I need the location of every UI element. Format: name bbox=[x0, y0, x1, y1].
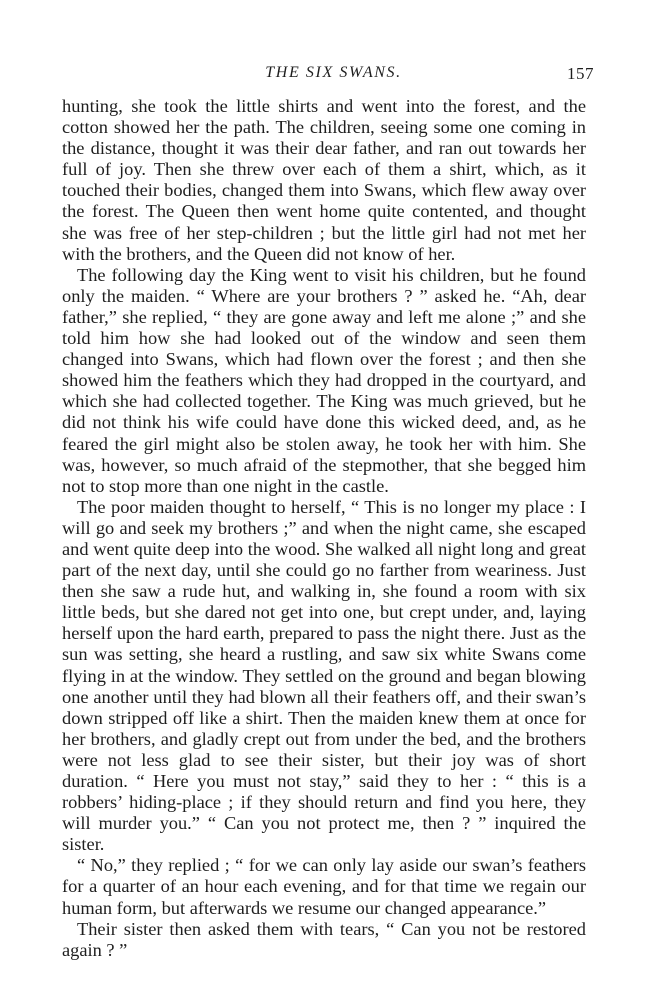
running-header bbox=[0, 64, 667, 86]
paragraph-sister-asks: Their sister then asked them with tears, “ Can you not be restored again ? ” bbox=[62, 918, 586, 960]
paragraph-brothers-reply: “ No,” they replied ; “ for we can only lay aside our swan’s feathers for a quarter of an hour each evening, and for that time we regain our human form, but afterwards we resume our changed appearance.” bbox=[62, 855, 586, 918]
paragraph-maiden-escapes: The poor maiden thought to herself, “ This is no longer my place : I will go and seek my brothers ;” and when the night came, she escaped and went quite deep into the wood. She walked all night long and great part of the next day, until she could go no farther from weariness. Just then she saw a rude hut, and walking in, she found a room with six little beds, but she dared not get into one, but crept under, and, laying herself upon the hard earth, prepared to pass the night there. Just as the sun was setting, she heard a rustling, and saw six white Swans come flying in at the window. They settled on the ground and began blowing one another until they had blown all their feathers off, and their swan’s down stripped off like a shirt. Then the maiden knew them at once for her brothers, and gladly crept out from under the bed, and the brothers were not less glad to see their sister, but their joy was of short duration. “ Here you must not stay,” said they to her : “ this is a robbers’ hiding-place ; if they should return and find you here, they will murder you.” “ Can you not protect me, then ? ” inquired the sister. bbox=[62, 496, 586, 855]
page-number: 157 bbox=[567, 64, 594, 83]
chapter-title: THE SIX SWANS. bbox=[265, 64, 402, 81]
paragraph-king-visits: The following day the King went to visit his children, but he found only the maiden. “ Where are your brothers ? ” asked he. “Ah, dear father,” she replied, “ they are gone away and left me alone ;” and she told him how she had looked out of the window and seen them changed into Swans, which had flown over the forest ; and then she showed him the feathers which they had dropped in the courtyard, and which she had collected together. The King was much grieved, but he did not think his wife could have done this wicked deed, and, as he feared the girl might also be stolen away, he took her with him. She was, however, so much afraid of the stepmother, that she begged him not to stop more than one night in the castle. bbox=[62, 264, 586, 496]
paragraph-continuation: hunting, she took the little shirts and went into the forest, and the cotton showed her the path. The children, seeing some one coming in the distance, thought it was their dear father, and ran out towards her full of joy. Then she threw over each of them a shirt, which, as it touched their bodies, changed them into Swans, which flew away over the forest. The Queen then went home quite contented, and thought she was free of her step-children ; but the little girl had not met her with the brothers, and the Queen did not know of her. bbox=[62, 96, 586, 264]
body-text bbox=[62, 96, 586, 961]
